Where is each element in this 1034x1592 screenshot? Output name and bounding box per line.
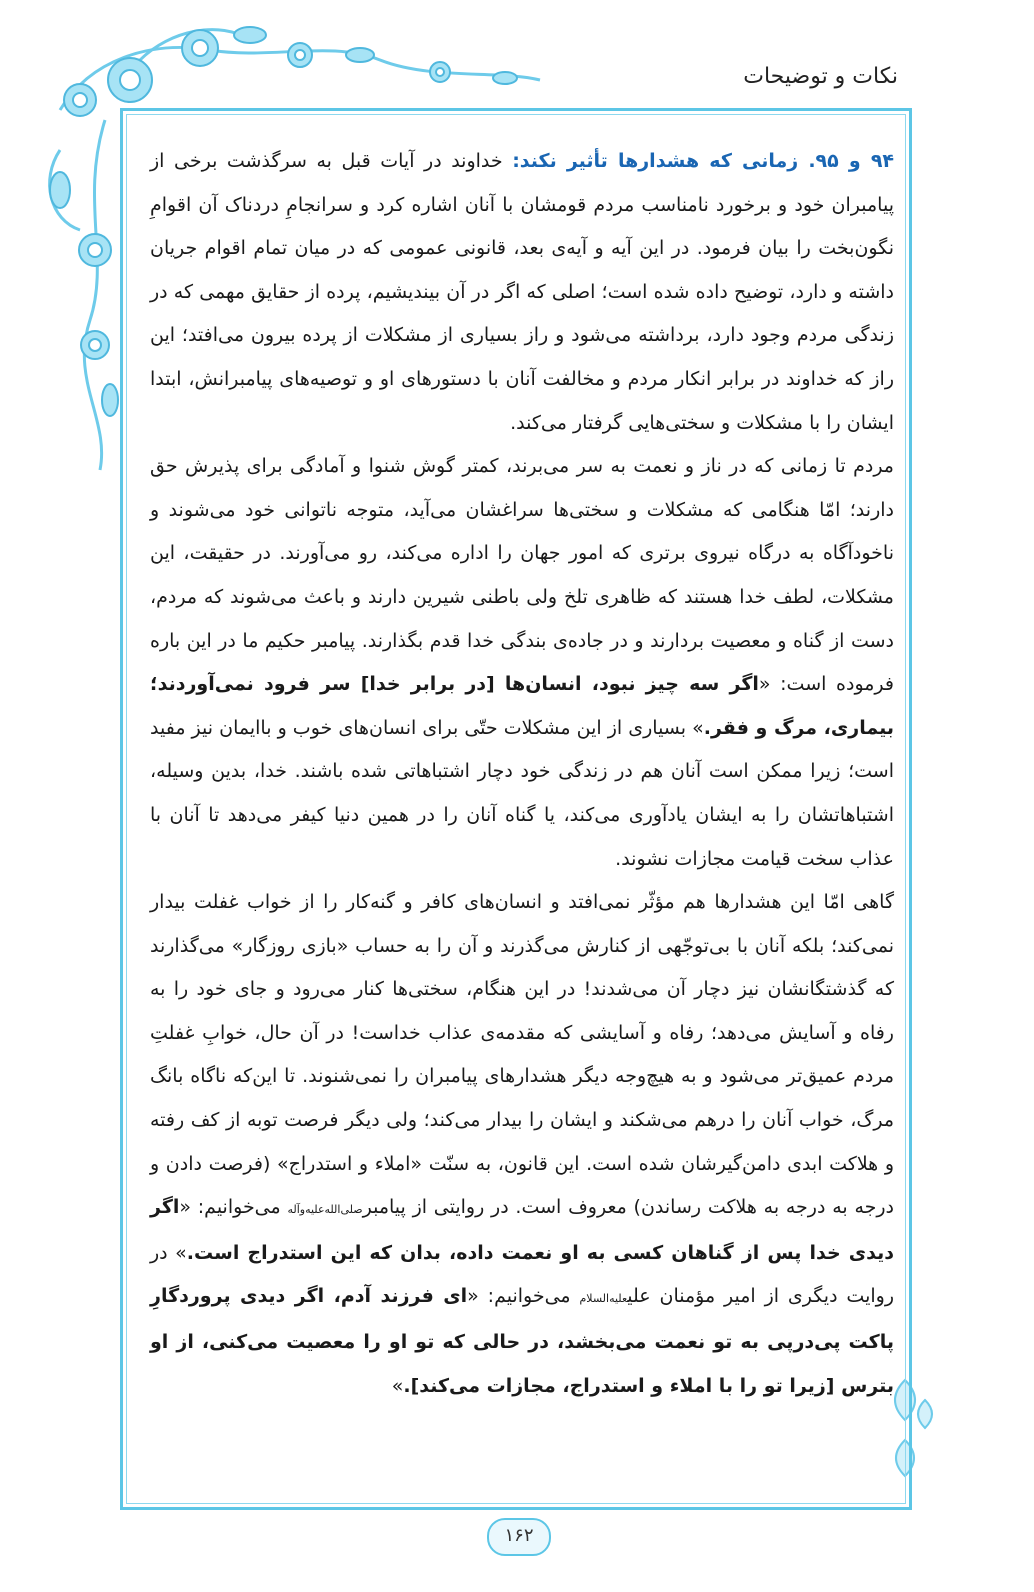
page-number: ۱۶۲ — [487, 1518, 551, 1556]
hadith-quote-3: ای فرزند آدم، اگر دیدی پروردگارِ پاکت پی‌درپی به تو نعمت می‌بخشد، در حالی که تو او را معصیت می‌کنی، از او بترس [زیرا تو را با املاء و استدراج، مجازات می‌کند]. — [150, 1285, 894, 1397]
main-text — [150, 140, 894, 1408]
salawat-ligature: صلی‌الله‌علیه‌وآله — [287, 1203, 363, 1217]
paragraph-3-text-c: » در روایت دیگری از امیر مؤمنان علی — [150, 1241, 894, 1308]
paragraph-2 — [150, 445, 894, 881]
paragraph-3 — [150, 881, 894, 1408]
hadith-quote-2: اگر دیدی خدا پس از گناهان کسی به او نعمت داده، بدان که این استدراج است. — [150, 1196, 895, 1264]
paragraph-1 — [150, 140, 894, 445]
section-heading: ۹۴ و ۹۵. زمانی که هشدارها تأثیر نکند: — [512, 150, 895, 172]
paragraph-1-text: خداوند در آیات قبل به سرگذشت برخی از پیامبران خود و برخورد نامناسب مردم قومشان با آنان اشاره کرد و سرانجامِ دردناک آن اقوامِ نگون‌بخت را بیان فرمود. در این آیه و آیه‌ی بعد، قانونی عمومی که در میان تمام اقوام جریان داشته و دارد، توضیح داده شده است؛ اصلی که اگر در آن بیندیشیم، پرده از حقایق مهمی که در زندگی مردم وجود دارد، برداشته می‌شود و راز بسیاری از مشکلات از پرده بیرون می‌افتد؛ این راز که خداوند در برابر انکار مردم و مخالفت آنان با دستورهای او و توصیه‌های پیامبرانش، ابتدا ایشان را با مشکلات و سختی‌هایی گرفتار می‌کند. — [150, 150, 894, 434]
paragraph-3-text-a: گاهی امّا این هشدارها هم مؤثّر نمی‌افتد و انسان‌های کافر و گنه‌کار را از خواب غفلت بیدار نمی‌کند؛ بلکه آنان با بی‌توجّهی از کنارش می‌گذرند و آن را به حساب «بازی روزگار» می‌گذارند که گذشتگانشان نیز دچار آن می‌شدند! در این هنگام، سختی‌ها کنار می‌رود و جای خود را به رفاه و آسایش می‌دهد؛ رفاه و آسایشی که مقدمه‌ی عذاب خداست! در آن حال، خوابِ غفلتِ مردم عمیق‌تر می‌شود و به هیچ‌وجه دیگر هشدارهای پیامبران را نمی‌شنوند. تا این‌که ناگاه بانگ مرگ، خواب آنان را درهم می‌شکند و ایشان را بیدار می‌کند؛ ولی دیگر فرصت توبه از کف رفته و هلاکت ابدی دامن‌گیرشان شده است. این قانون، به سنّت «املاء و استدراج» (فرصت دادن و درجه به درجه به هلاکت رساندن) معروف است. در روایتی از پیامبر — [150, 891, 895, 1219]
paragraph-3-text-b: می‌خوانیم: « — [179, 1196, 288, 1219]
paragraph-2-text-b: » بسیاری از این مشکلات حتّی برای انسان‌های خوب و باایمان نیز مفید است؛ زیرا ممکن است آنان هم در زندگی خود دچار اشتباهاتی شده باشند. خدا، بدین وسیله، اشتباهاتشان را به ایشان یادآوری می‌کند، یا گناه آنان را در همین دنیا کیفر می‌دهد تا آنان با عذاب سخت قیامت مجازات نشوند. — [150, 716, 894, 870]
salam-ligature: علیه‌السلام — [579, 1292, 628, 1306]
hadith-quote-1: اگر سه چیز نبود، انسان‌ها [در برابر خدا] سر فرود نمی‌آوردند؛ بیماری، مرگ و فقر. — [150, 673, 894, 739]
page-header-title: نکات و توضیحات — [743, 64, 898, 89]
paragraph-2-text-a: مردم تا زمانی که در ناز و نعمت به سر می‌برند، کمتر گوش شنوا و آمادگی برای پذیرش حق دارند؛ امّا هنگامی که مشکلات و سختی‌ها سراغشان می‌آید، متوجه ناتوانی خود می‌شوند و ناخودآگاه به درگاه نیروی برتری که امور جهان را اداره می‌کند، رو می‌آورند. در حقیقت، این مشکلات، لطف خدا هستند که ظاهری تلخ ولی باطنی شیرین دارند و باعث می‌شوند که مردم، دست از گناه و معصیت بردارند و در جاده‌ی بندگی خدا قدم بگذارند. پیامبر حکیم ما در این باره فرموده است: « — [150, 455, 894, 696]
paragraph-3-text-e: » — [391, 1374, 404, 1397]
paragraph-3-text-d: می‌خوانیم: « — [467, 1285, 580, 1308]
